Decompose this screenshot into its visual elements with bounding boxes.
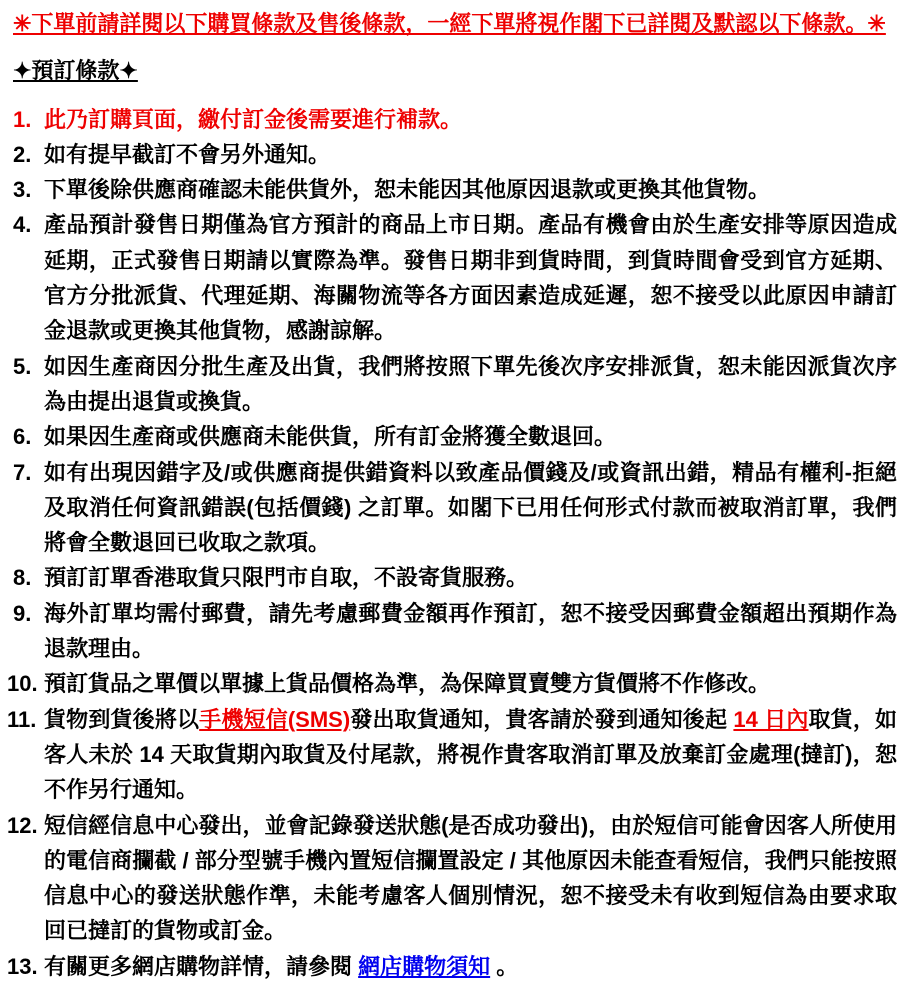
- term-number: 1.: [13, 106, 32, 132]
- term-number: 6.: [13, 424, 32, 450]
- pickup-deadline-highlight: 14 日內: [733, 706, 809, 732]
- term-item-9: [13, 596, 897, 667]
- term-text: 有關更多網店購物詳情，請參閱: [44, 953, 359, 979]
- term-text: 此乃訂購頁面，繳付訂金後需要進行補款。: [44, 106, 463, 132]
- term-text: 如因生產商因分批生產及出貨，我們將按照下單先後次序安排派貨，恕未能因派貨次序為由提出退貨或換貨。: [44, 353, 897, 414]
- term-item-8: [13, 560, 897, 595]
- term-text: 。: [490, 953, 519, 979]
- term-number: 5.: [13, 353, 32, 379]
- section-header-preorder-terms: ✦預訂條款✦: [13, 58, 138, 84]
- term-number: 3.: [13, 177, 32, 203]
- term-item-11: [7, 702, 897, 808]
- store-shopping-notice-link[interactable]: 網店購物須知: [358, 953, 491, 979]
- term-text: 產品預計發售日期僅為官方預計的商品上市日期。產品有機會由於生產安排等原因造成延期，正式發售日期請以實際為準。發售日期非到貨時間，到貨時間會受到官方延期、官方分批派貨、代理延期、海關物流等各方面因素造成延遲，恕不接受以此原因申請訂金退款或更換其他貨物，感謝諒解。: [44, 212, 897, 344]
- term-text: 取貨，如客人未於 14 天取貨期內取貨及付尾款，將視作貴客取消訂單及放棄訂金處理(撻訂)，恕不作另行通知。: [44, 706, 897, 803]
- term-item-3: [13, 172, 897, 207]
- term-number: 8.: [13, 565, 32, 591]
- sms-notice-highlight: 手機短信(SMS): [199, 706, 351, 732]
- term-item-6: [13, 419, 897, 454]
- term-text: 如有提早截訂不會另外通知。: [44, 141, 331, 167]
- term-text: 如有出現因錯字及/或供應商提供錯資料以致產品價錢及/或資訊出錯，精品有權利-拒絕及取消任何資訊錯誤(包括價錢) 之訂單。如閣下已用任何形式付款而被取消訂單，我們將會全數退回已收取之款項。: [44, 459, 897, 556]
- term-item-4: [13, 207, 897, 348]
- term-number: 13.: [7, 953, 38, 979]
- term-number: 9.: [13, 600, 32, 626]
- term-item-2: [13, 137, 897, 172]
- term-text: 海外訂單均需付郵費，請先考慮郵費金額再作預訂，恕不接受因郵費金額超出預期作為退款理由。: [44, 600, 897, 662]
- term-number: 11.: [7, 706, 37, 732]
- term-item-10: [7, 666, 897, 701]
- term-text: 預訂訂單香港取貨只限門市自取，不設寄貨服務。: [44, 565, 529, 591]
- term-text: 預訂貨品之單價以單據上貨品價格為準，為保障買賣雙方貨價將不作修改。: [44, 671, 771, 697]
- term-text: 發出取貨通知，貴客請於發到通知後起: [350, 706, 734, 732]
- term-number: 4.: [13, 212, 32, 238]
- purchase-terms-warning-title: ✳下單前請詳閱以下購買條款及售後條款，一經下單將視作閣下已詳閱及默認以下條款。✳: [13, 11, 886, 36]
- term-number: 10.: [7, 671, 38, 697]
- term-text: 如果因生產商或供應商未能供貨，所有訂金將獲全數退回。: [44, 424, 617, 450]
- term-number: 2.: [13, 141, 32, 167]
- term-item-12: [7, 808, 897, 949]
- term-item-5: [13, 349, 897, 420]
- term-text: 貨物到貨後將以: [44, 706, 200, 732]
- terms-list: [7, 102, 897, 984]
- term-text: 下單後除供應商確認未能供貨外，恕未能因其他原因退款或更換其他貨物。: [44, 177, 771, 203]
- term-item-13: [7, 949, 897, 984]
- term-text: 短信經信息中心發出，並會記錄發送狀態(是否成功發出)，由於短信可能會因客人所使用的電信商攔截 / 部分型號手機內置短信攔置設定 / 其他原因未能查看短信，我們只能按照信息中心的發送狀態作準，未能考慮客人個別情況，恕不接受未有收到短信為由要求取回已撻訂的貨物或訂金。: [44, 812, 897, 944]
- term-item-7: [13, 455, 897, 561]
- term-number: 12.: [7, 812, 38, 838]
- term-number: 7.: [13, 459, 32, 485]
- term-item-1: [13, 102, 897, 137]
